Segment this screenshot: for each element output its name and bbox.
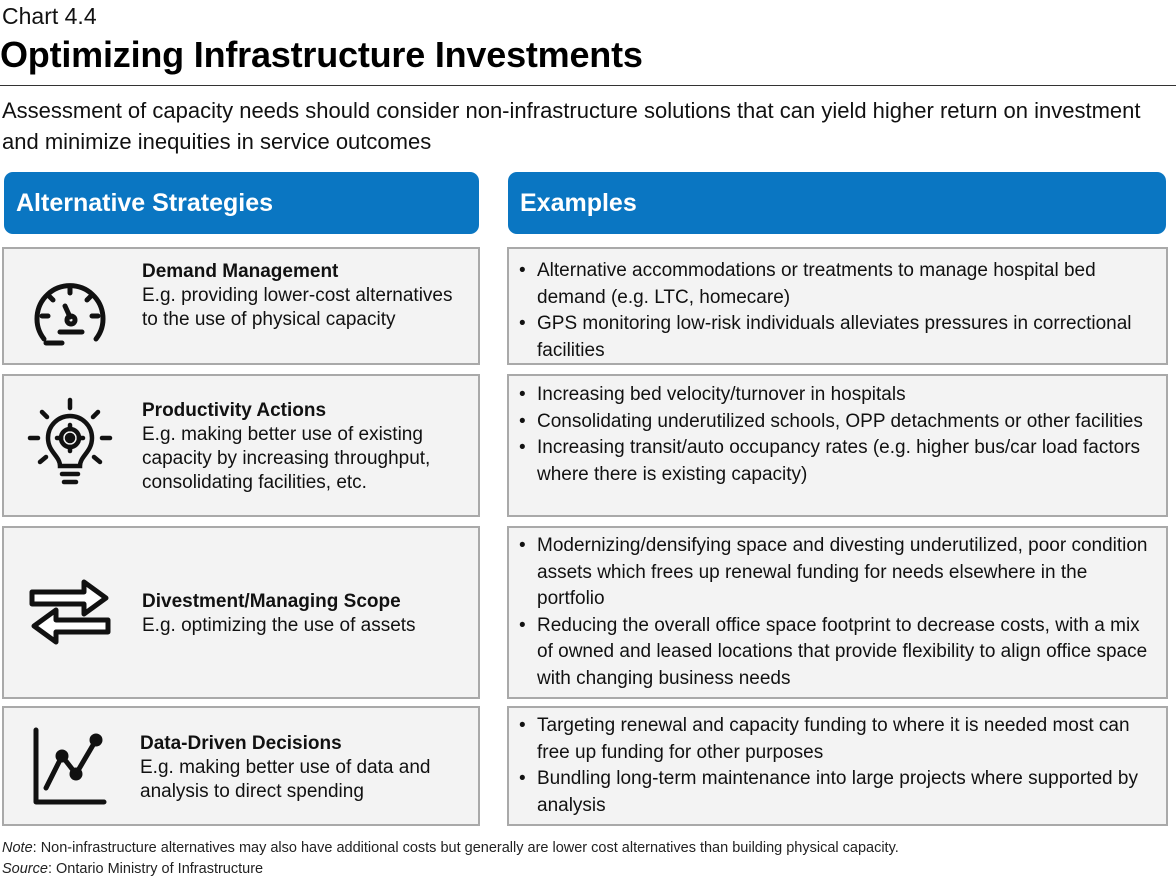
note-label: Note — [2, 840, 33, 856]
examples-box-demand-management — [507, 247, 1168, 365]
strategy-box-data-driven — [2, 706, 480, 826]
source-label: Source — [2, 861, 48, 877]
footnotes — [2, 838, 899, 880]
strategy-text — [142, 399, 470, 495]
exchange-arrows-icon — [22, 564, 118, 660]
strategy-title: Divestment/Managing Scope — [142, 591, 401, 612]
strategy-box-productivity-actions — [2, 374, 480, 517]
source-line — [2, 859, 899, 880]
examples-box-data-driven — [507, 706, 1168, 826]
source-text: : Ontario Ministry of Infrastructure — [47, 861, 264, 877]
example-item: • Consolidating underutilized schools, OPP detachments or other facilities — [509, 409, 1160, 436]
strategy-title: Productivity Actions — [142, 400, 327, 421]
lightbulb-gear-icon — [22, 396, 118, 492]
chart-title: Optimizing Infrastructure Investments — [0, 34, 643, 75]
subtitle: Assessment of capacity needs should consider non-infrastructure solutions that can yield higher return on investment and minimize inequities in service outcomes — [2, 98, 1141, 154]
note-line — [2, 838, 899, 859]
examples-list — [509, 713, 1160, 819]
examples-list — [509, 258, 1160, 364]
strategy-description: E.g. making better use of data and analysis to direct spending — [140, 757, 431, 802]
examples-heading: Examples — [508, 172, 1166, 234]
line-graph-icon — [22, 722, 118, 818]
example-item: • Targeting renewal and capacity funding to where it is needed most can free up funding for other purposes — [509, 713, 1160, 766]
strategy-description: E.g. optimizing the use of assets — [142, 615, 416, 636]
examples-list — [509, 382, 1160, 488]
strategy-title: Demand Management — [142, 261, 339, 282]
example-item: • Increasing transit/auto occupancy rates (e.g. higher bus/car load factors where there is existing capacity) — [509, 435, 1160, 488]
example-item: • Increasing bed velocity/turnover in hospitals — [509, 382, 1160, 409]
speedometer-icon — [22, 259, 118, 355]
example-item: • Reducing the overall office space footprint to decrease costs, with a mix of owned and leased locations that provide flexibility to align office space with changing business needs — [509, 613, 1160, 693]
examples-list — [509, 533, 1160, 692]
examples-box-productivity-actions — [507, 374, 1168, 517]
strategy-box-divestment — [2, 526, 480, 699]
example-item: • Alternative accommodations or treatments to manage hospital bed demand (e.g. LTC, homecare) — [509, 258, 1160, 311]
strategy-text — [142, 590, 470, 638]
note-text: : Non-infrastructure alternatives may also have additional costs but generally are lower cost alternatives than building physical capacity. — [32, 840, 899, 856]
strategy-text — [140, 732, 470, 804]
example-item: • Modernizing/densifying space and divesting underutilized, poor condition assets which frees up renewal funding for needs elsewhere in the portfolio — [509, 533, 1160, 613]
strategy-description: E.g. making better use of existing capacity by increasing throughput, consolidating facilities, etc. — [142, 424, 431, 493]
strategy-text — [142, 260, 470, 332]
example-item: • GPS monitoring low-risk individuals alleviates pressures in correctional facilities — [509, 311, 1160, 364]
strategy-description: E.g. providing lower-cost alternatives to the use of physical capacity — [142, 285, 453, 330]
alternative-strategies-heading: Alternative Strategies — [4, 172, 479, 234]
example-item: • Bundling long-term maintenance into large projects where supported by analysis — [509, 766, 1160, 819]
strategy-title: Data-Driven Decisions — [140, 733, 342, 754]
strategy-box-demand-management — [2, 247, 480, 365]
chart-label: Chart 4.4 — [2, 3, 97, 29]
examples-box-divestment — [507, 526, 1168, 699]
title-rule — [0, 85, 1176, 86]
